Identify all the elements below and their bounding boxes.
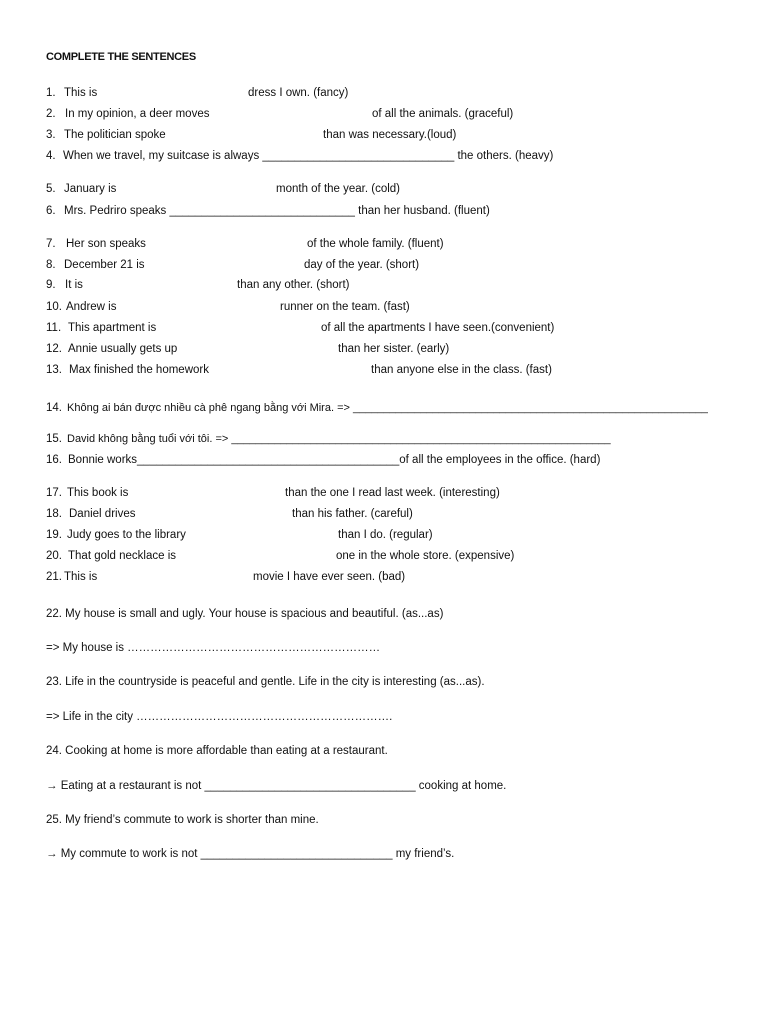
item-text-start: Không ai bán được nhiều cà phê ngang bằng với Mira. => __________________________________________________________ xyxy=(67,402,708,414)
item-text-end: of all the apartments I have seen.(convenient) xyxy=(321,322,555,334)
item-text-end: than his father. (careful) xyxy=(292,508,413,520)
rewrite-answer-23: => Life in the city …………………………………………………………. xyxy=(46,711,393,723)
item-text-start: It is xyxy=(65,279,83,291)
rewrite-prompt-23: 23. Life in the countryside is peaceful and gentle. Life in the city is interesting (as...as). xyxy=(46,676,485,688)
item-number: 19. xyxy=(46,529,62,541)
item-text-end: day of the year. (short) xyxy=(304,259,420,271)
item-text-end: than I do. (regular) xyxy=(338,529,433,541)
item-text-start: When we travel, my suitcase is always ______________________________ the others. (heavy) xyxy=(63,150,554,162)
rewrite-prompt-25: 25. My friend’s commute to work is shorter than mine. xyxy=(46,814,319,826)
item-text-start: Andrew is xyxy=(66,301,117,313)
item-number: 9. xyxy=(46,279,56,291)
item-text-start: In my opinion, a deer moves xyxy=(65,108,210,120)
item-number: 6. xyxy=(46,205,56,217)
item-text-start: Mrs. Pedriro speaks _____________________________ than her husband. (fluent) xyxy=(64,205,490,217)
item-number: 2. xyxy=(46,108,56,120)
item-text-start: January is xyxy=(64,183,117,195)
item-text-start: Annie usually gets up xyxy=(68,343,178,355)
item-number: 8. xyxy=(46,259,56,271)
item-text-end: than anyone else in the class. (fast) xyxy=(371,364,552,376)
rewrite-prompt-24: 24. Cooking at home is more affordable than eating at a restaurant. xyxy=(46,745,388,757)
item-number: 17. xyxy=(46,487,62,499)
item-number: 14. xyxy=(46,402,62,414)
item-text-start: Max finished the homework xyxy=(69,364,209,376)
rewrite-answer-24: → Eating at a restaurant is not _________________________________ cooking at home. xyxy=(46,780,507,792)
item-number: 10. xyxy=(46,301,62,313)
page-title: COMPLETE THE SENTENCES xyxy=(46,51,196,63)
item-text-start: This is xyxy=(64,571,98,583)
item-text-start: That gold necklace is xyxy=(68,550,177,562)
item-text-start: The politician spoke xyxy=(64,129,166,141)
item-text-start: Judy goes to the library xyxy=(67,529,186,541)
item-number: 18. xyxy=(46,508,62,520)
item-text-start: Her son speaks xyxy=(66,238,146,250)
item-number: 3. xyxy=(46,129,56,141)
item-text-end: of all the animals. (graceful) xyxy=(372,108,514,120)
item-text-start: This apartment is xyxy=(68,322,157,334)
item-text-end: dress I own. (fancy) xyxy=(248,87,349,99)
item-number: 5. xyxy=(46,183,56,195)
item-text-start: Daniel drives xyxy=(69,508,136,520)
item-text-end: runner on the team. (fast) xyxy=(280,301,410,313)
item-text-end: one in the whole store. (expensive) xyxy=(336,550,515,562)
rewrite-prompt-22: 22. My house is small and ugly. Your house is spacious and beautiful. (as...as) xyxy=(46,608,444,620)
item-number: 7. xyxy=(46,238,56,250)
item-text-end: than her sister. (early) xyxy=(338,343,450,355)
item-number: 1. xyxy=(46,87,56,99)
item-number: 11. xyxy=(46,322,62,334)
item-text-start: December 21 is xyxy=(64,259,145,271)
item-number: 21. xyxy=(46,571,62,583)
item-number: 16. xyxy=(46,454,62,466)
item-number: 20. xyxy=(46,550,62,562)
item-text-end: than was necessary.(loud) xyxy=(323,129,457,141)
rewrite-answer-22: => My house is ………………………………………………………… xyxy=(46,642,381,654)
item-number: 15. xyxy=(46,433,62,445)
item-number: 13. xyxy=(46,364,62,376)
item-text-end: month of the year. (cold) xyxy=(276,183,401,195)
item-text-start: This book is xyxy=(67,487,129,499)
item-text-end: movie I have ever seen. (bad) xyxy=(253,571,406,583)
item-number: 12. xyxy=(46,343,62,355)
item-text-end: of the whole family. (fluent) xyxy=(307,238,444,250)
item-text-start: David không bằng tuổi với tôi. => ______________________________________________________________ xyxy=(67,433,611,445)
item-text-start: This is xyxy=(64,87,98,99)
item-text-end: than the one I read last week. (interesting) xyxy=(285,487,500,499)
rewrite-answer-25: → My commute to work is not ______________________________ my friend’s. xyxy=(46,848,455,860)
item-text-end: than any other. (short) xyxy=(237,279,350,291)
item-number: 4. xyxy=(46,150,56,162)
item-text-start: Bonnie works_________________________________________of all the employees in the office. (hard) xyxy=(68,454,601,466)
